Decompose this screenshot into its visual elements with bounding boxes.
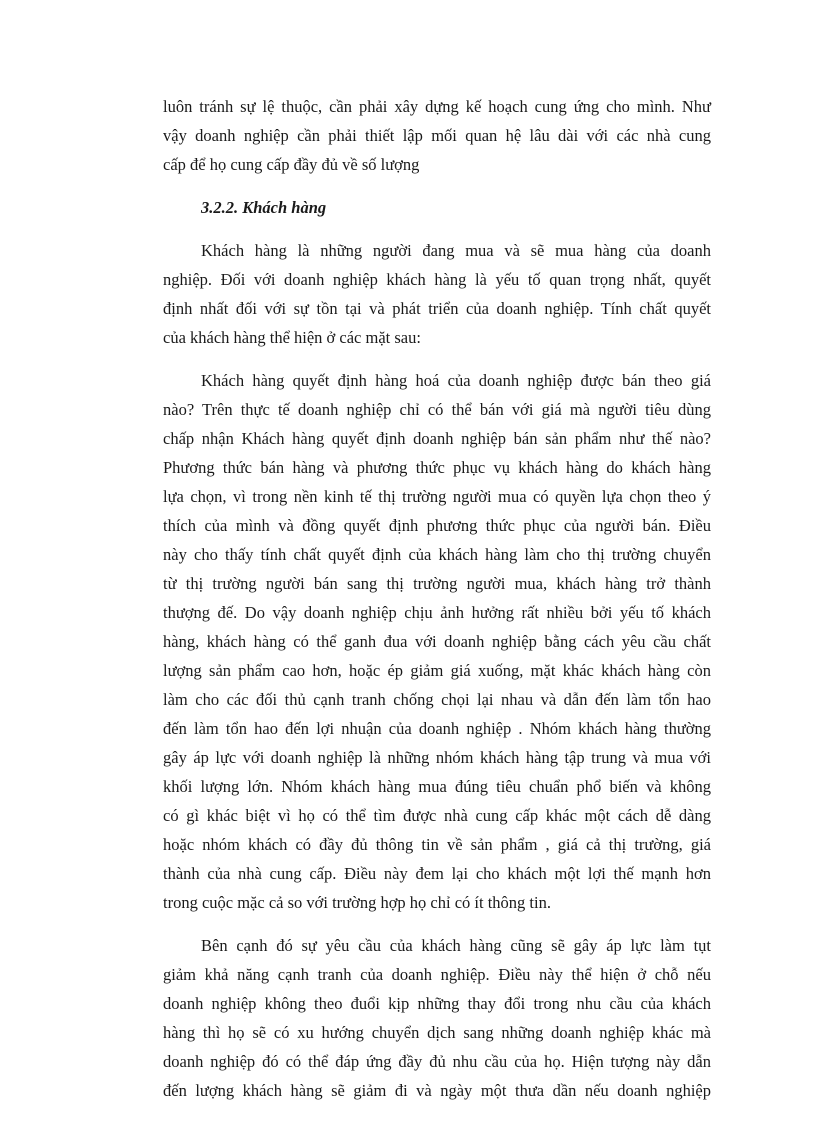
text-line: lựa chọn, vì trong nền kinh tế thị trường người mua có quyền lựa chọn theo ý bbox=[163, 487, 711, 506]
section-heading: 3.2.2. Khách hàng bbox=[201, 198, 327, 217]
text-line: chấp nhận Khách hàng quyết định doanh nghiệp bán sản phẩm như thế nào? bbox=[163, 429, 711, 448]
paragraph-customer-intro bbox=[163, 236, 711, 352]
text-line: nghiệp. Đối với doanh nghiệp khách hàng là yếu tố quan trọng nhất, quyết bbox=[163, 270, 711, 289]
text-line: gây áp lực với doanh nghiệp là những nhóm khách hàng tập trung và mua với bbox=[163, 748, 711, 767]
text-line: luôn tránh sự lệ thuộc, cần phải xây dựng kế hoạch cung ứng cho mình. Như bbox=[163, 97, 711, 116]
paragraph-customer-demand bbox=[163, 931, 711, 1105]
text-line: định nhất đối với sự tồn tại và phát triển của doanh nghiệp. Tính chất quyết bbox=[163, 299, 711, 318]
text-line: Bên cạnh đó sự yêu cầu của khách hàng cũng sẽ gây áp lực làm tụt bbox=[201, 936, 711, 955]
document-page bbox=[163, 92, 711, 1105]
text-line: Khách hàng là những người đang mua và sẽ mua hàng của doanh bbox=[201, 241, 711, 260]
text-line: doanh nghiệp đó có thể đáp ứng đầy đủ nhu cầu của họ. Hiện tượng này dẫn bbox=[163, 1052, 711, 1071]
text-line: thượng đế. Do vậy doanh nghiệp chịu ảnh hưởng rất nhiều bởi yếu tố khách bbox=[163, 603, 711, 622]
text-line: khối lượng lớn. Nhóm khách hàng mua đúng tiêu chuẩn phổ biến và không bbox=[163, 777, 711, 796]
text-line: nào? Trên thực tế doanh nghiệp chỉ có thể bán với giá mà người tiêu dùng bbox=[163, 400, 711, 419]
text-line: giảm khả năng cạnh tranh của doanh nghiệp. Điều này thể hiện ở chỗ nếu bbox=[163, 965, 711, 984]
text-line: đến làm tổn hao đến lợi nhuận của doanh nghiệp . Nhóm khách hàng thường bbox=[163, 719, 711, 738]
text-line: từ thị trường người bán sang thị trường người mua, khách hàng trở thành bbox=[163, 574, 711, 593]
text-line: có gì khác biệt vì họ có thể tìm được nhà cung cấp khác một cách dễ dàng bbox=[163, 806, 711, 825]
text-line: thành của nhà cung cấp. Điều này đem lại cho khách một lợi thế mạnh hơn bbox=[163, 864, 711, 883]
text-line: thích của mình và đồng quyết định phương thức phục của người bán. Điều bbox=[163, 516, 711, 535]
text-line: cấp để họ cung cấp đầy đủ về số lượng bbox=[163, 155, 420, 174]
text-line: vậy doanh nghiệp cần phải thiết lập mối quan hệ lâu dài với các nhà cung bbox=[163, 126, 711, 145]
paragraph-customer-power bbox=[163, 366, 711, 917]
text-line: doanh nghiệp không theo đuổi kịp những thay đổi trong nhu cầu của khách bbox=[163, 994, 711, 1013]
text-line: hoặc nhóm khách có đầy đủ thông tin về sản phẩm , giá cả thị trường, giá bbox=[163, 835, 711, 854]
text-line: hàng, khách hàng có thể ganh đua với doanh nghiệp bằng cách yêu cầu chất bbox=[163, 632, 711, 651]
text-line: làm cho các đối thủ cạnh tranh chống chọi lại nhau và dẫn đến làm tổn hao bbox=[163, 690, 711, 709]
text-line: trong cuộc mặc cả so với trường hợp họ chỉ có ít thông tin. bbox=[163, 893, 551, 912]
text-line: của khách hàng thể hiện ở các mặt sau: bbox=[163, 328, 421, 347]
text-line: này cho thấy tính chất quyết định của khách hàng làm cho thị trường chuyển bbox=[163, 545, 711, 564]
text-line: đến lượng khách hàng sẽ giảm đi và ngày một thưa dần nếu doanh nghiệp bbox=[163, 1081, 711, 1100]
paragraph-supplier-continuation bbox=[163, 92, 711, 179]
text-line: hàng thì họ sẽ có xu hướng chuyển dịch sang những doanh nghiệp khác mà bbox=[163, 1023, 711, 1042]
text-line: Phương thức bán hàng và phương thức phục vụ khách hàng do khách hàng bbox=[163, 458, 711, 477]
text-line: Khách hàng quyết định hàng hoá của doanh nghiệp được bán theo giá bbox=[201, 371, 711, 390]
text-line: lượng sản phẩm cao hơn, hoặc ép giảm giá xuống, mặt khác khách hàng còn bbox=[163, 661, 711, 680]
